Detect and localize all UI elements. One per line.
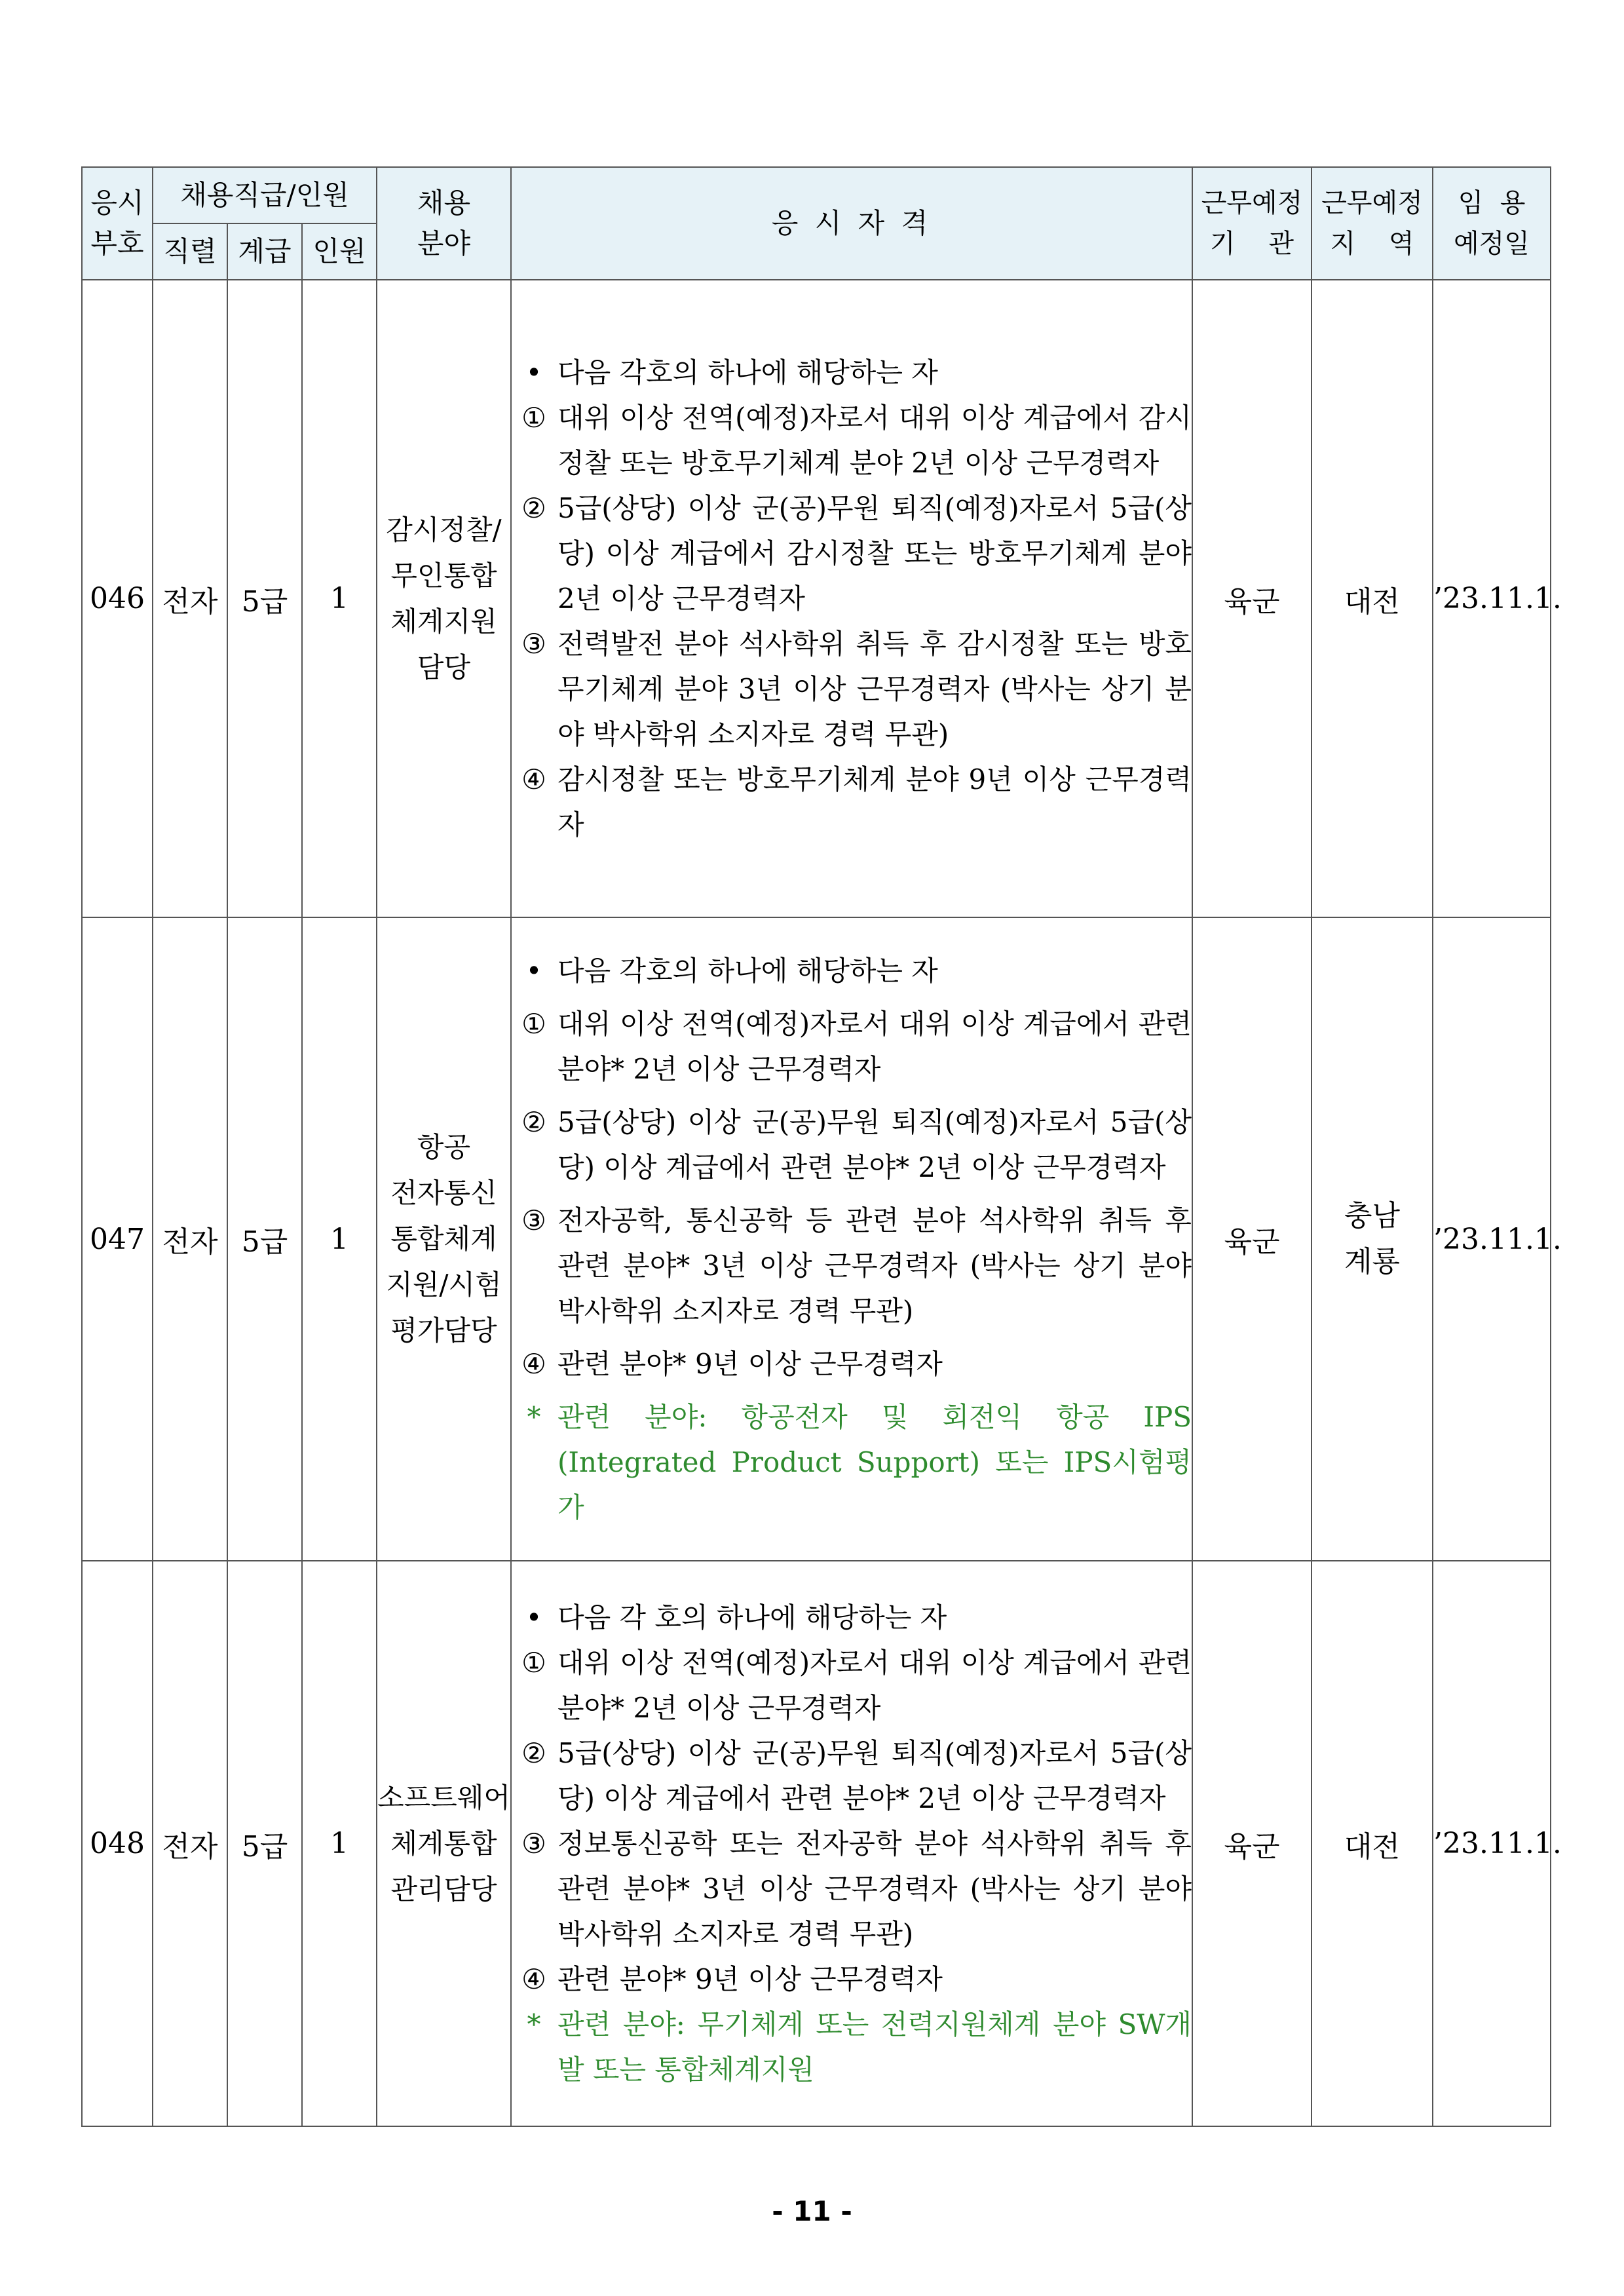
row-exam-no: 046	[82, 280, 153, 917]
related-field-note: * 관련 분야: 항공전자 및 회전익 항공 IPS (Integrated Product Support) 또는 IPS시험평가	[527, 1401, 1192, 1523]
row-grade: 5급	[227, 280, 302, 917]
qualification-item: ④ 관련 분야* 9년 이상 근무경력자	[521, 1348, 943, 1380]
row-qualification	[511, 1561, 1192, 2126]
qualification-item: ③ 전자공학, 통신공학 등 관련 분야 석사학위 취득 후 관련 분야* 3년 이상 근무경력자 (박사는 상기 분야 박사학위 소지자로 경력 무관)	[521, 1204, 1192, 1327]
row-agency: 육군	[1192, 1561, 1312, 2126]
qualification-item: ③ 정보통신공학 또는 전자공학 분야 석사학위 취득 후 관련 분야* 3년 이상 근무경력자 (박사는 상기 분야 박사학위 소지자로 경력 무관)	[521, 1827, 1192, 1950]
table-row	[82, 280, 1551, 917]
qualification-item: • 다음 각호의 하나에 해당하는 자	[525, 955, 938, 987]
qualification-item: ③ 전력발전 분야 석사학위 취득 후 감시정찰 또는 방호무기체계 분야 3년 이상 근무경력자 (박사는 상기 분야 박사학위 소지자로 경력 무관)	[521, 628, 1192, 750]
qualification-list	[512, 350, 1192, 847]
row-agency: 육군	[1192, 917, 1312, 1561]
qualification-item: ① 대위 이상 전역(예정)자로서 대위 이상 계급에서 감시정찰 또는 방호무기체계 분야 2년 이상 근무경력자	[521, 402, 1192, 479]
header-grade: 계급	[227, 223, 302, 280]
row-qualification	[511, 280, 1192, 917]
row-region: 충남 계룡	[1312, 917, 1433, 1561]
row-agency: 육군	[1192, 280, 1312, 917]
row-category: 전자	[153, 917, 227, 1561]
qualification-list	[512, 948, 1192, 1530]
qualification-item: • 다음 각호의 하나에 해당하는 자	[525, 356, 938, 389]
header-exam-no: 응시 부호	[82, 167, 153, 280]
row-field: 소프트웨어 체계통합 관리담당	[377, 1561, 511, 2126]
recruitment-table	[81, 166, 1562, 2127]
table-row	[82, 1561, 1551, 2126]
row-grade: 5급	[227, 917, 302, 1561]
header-category: 직렬	[153, 223, 227, 280]
row-grade: 5급	[227, 1561, 302, 2126]
row-count: 1	[302, 280, 377, 917]
row-field: 감시정찰/ 무인통합 체계지원 담당	[377, 280, 511, 917]
row-count: 1	[302, 917, 377, 1561]
qualification-item: ④ 관련 분야* 9년 이상 근무경력자	[521, 1963, 943, 1995]
row-category: 전자	[153, 1561, 227, 2126]
row-field: 항공 전자통신 통합체계 지원/시험 평가담당	[377, 917, 511, 1561]
row-exam-no: 048	[82, 1561, 153, 2126]
header-appoint-date: 임 용 예정일	[1433, 167, 1551, 280]
row-appoint-date: ’23.11.1.	[1433, 917, 1551, 1561]
row-region: 대전	[1312, 1561, 1433, 2126]
header-agency: 근무예정 기 관	[1192, 167, 1312, 280]
qualification-item: ① 대위 이상 전역(예정)자로서 대위 이상 계급에서 관련 분야* 2년 이상 근무경력자	[521, 1008, 1192, 1085]
qualification-item: ② 5급(상당) 이상 군(공)무원 퇴직(예정)자로서 5급(상당) 이상 계급에서 관련 분야* 2년 이상 근무경력자	[521, 1737, 1192, 1814]
header-region: 근무예정 지 역	[1312, 167, 1433, 280]
header-field: 채용 분야	[377, 167, 511, 280]
table-row	[82, 917, 1551, 1561]
qualification-item: ② 5급(상당) 이상 군(공)무원 퇴직(예정)자로서 5급(상당) 이상 계급에서 관련 분야* 2년 이상 근무경력자	[521, 1106, 1192, 1183]
row-qualification	[511, 917, 1192, 1561]
page-number: - 11 -	[772, 2195, 852, 2227]
qualification-list	[512, 1595, 1192, 2092]
row-region: 대전	[1312, 280, 1433, 917]
row-appoint-date: ’23.11.1.	[1433, 280, 1551, 917]
qualification-item: ② 5급(상당) 이상 군(공)무원 퇴직(예정)자로서 5급(상당) 이상 계급에서 감시정찰 또는 방호무기체계 분야 2년 이상 근무경력자	[521, 492, 1192, 615]
header-qualification: 응 시 자 격	[511, 167, 1192, 280]
qualification-item: ① 대위 이상 전역(예정)자로서 대위 이상 계급에서 관련 분야* 2년 이상 근무경력자	[521, 1647, 1192, 1724]
row-exam-no: 047	[82, 917, 153, 1561]
related-field-note: * 관련 분야: 무기체계 또는 전력지원체계 분야 SW개발 또는 통합체계지원	[527, 2008, 1192, 2086]
row-category: 전자	[153, 280, 227, 917]
qualification-item: • 다음 각 호의 하나에 해당하는 자	[525, 1601, 947, 1634]
header-count: 인원	[302, 223, 377, 280]
row-appoint-date: ’23.11.1.	[1433, 1561, 1551, 2126]
header-position-group: 채용직급/인원	[153, 167, 377, 223]
row-count: 1	[302, 1561, 377, 2126]
qualification-item: ④ 감시정찰 또는 방호무기체계 분야 9년 이상 근무경력자	[521, 763, 1192, 841]
